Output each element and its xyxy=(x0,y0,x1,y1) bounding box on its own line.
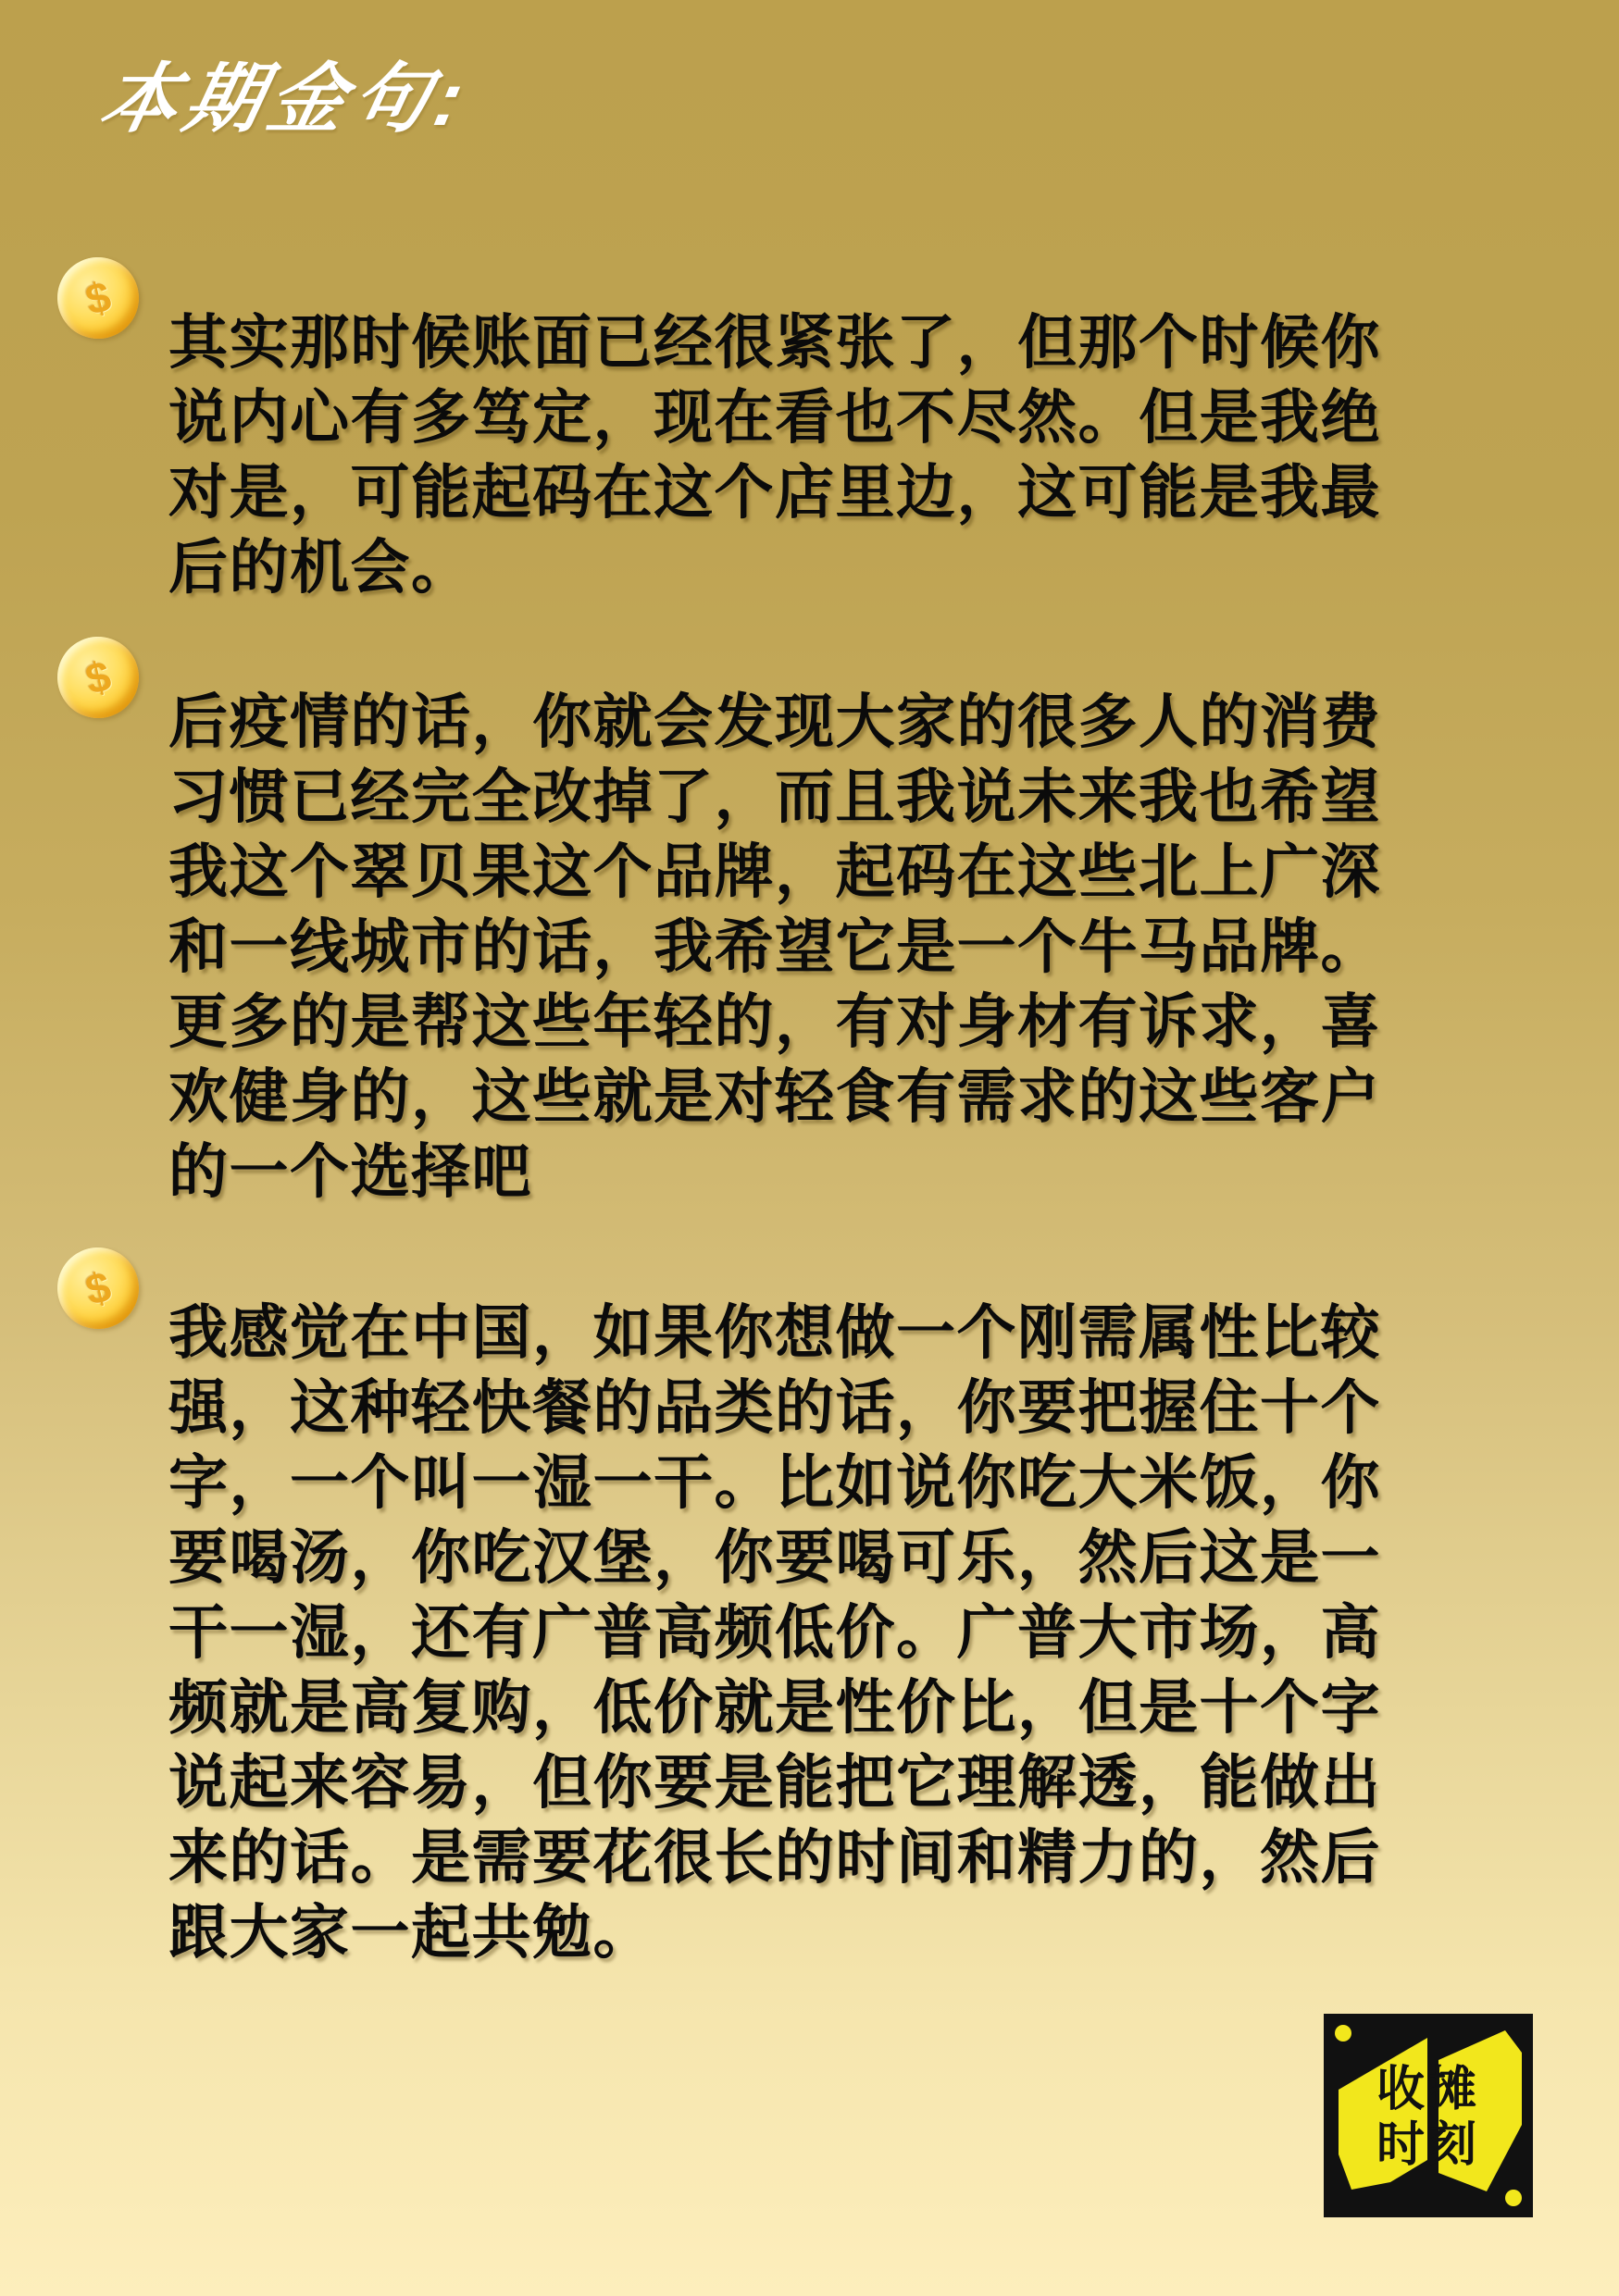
coin-dollar-icon xyxy=(49,249,148,348)
coin-dollar-icon xyxy=(49,1239,148,1338)
brand-logo xyxy=(1324,2014,1533,2217)
brand-logo-text xyxy=(1324,2014,1533,2219)
dollar-sign-glyph: $ xyxy=(81,651,116,704)
page-title: 本期金句: xyxy=(93,57,478,142)
brand-logo-line2: 时刻 xyxy=(1376,2118,1480,2172)
brand-logo-line1: 收摊 xyxy=(1376,2063,1480,2116)
quote-text-3: 我感觉在中国，如果你想做一个刚需属性比较强，这种轻快餐的品类的话，你要把握住十个字，一个叫一湿一干。比如说你吃大米饭，你要喝汤，你吃汉堡，你要喝可乐，然后这是一干一湿，还有广普高频低价。广普大市场，高频就是高复购，低价就是性价比，但是十个字说起来容易，但你要是能把它理解透，能做出来的话。是需要花很长的时间和精力的，然后跟大家一起共勉。 xyxy=(168,1299,1381,1966)
quote-item-2 xyxy=(57,637,1420,1210)
dollar-sign-glyph: $ xyxy=(81,271,116,325)
quote-text-1: 其实那时候账面已经很紧张了，但那个时候你说内心有多笃定，现在看也不尽然。但是我绝对是，可能起码在这个店里边，这可能是我最后的机会。 xyxy=(168,309,1381,601)
quote-item-1 xyxy=(57,257,1420,605)
coin-dollar-icon xyxy=(49,628,148,727)
quote-item-3 xyxy=(57,1247,1420,1970)
quote-text-2: 后疫情的话，你就会发现大家的很多人的消费习惯已经完全改掉了，而且我说未来我也希望我这个翠贝果这个品牌，起码在这些北上广深和一线城市的话，我希望它是一个牛马品牌。更多的是帮这些年轻的，有对身材有诉求，喜欢健身的，这些就是对轻食有需求的这些客户的一个选择吧 xyxy=(168,689,1381,1205)
dollar-sign-glyph: $ xyxy=(81,1261,116,1315)
